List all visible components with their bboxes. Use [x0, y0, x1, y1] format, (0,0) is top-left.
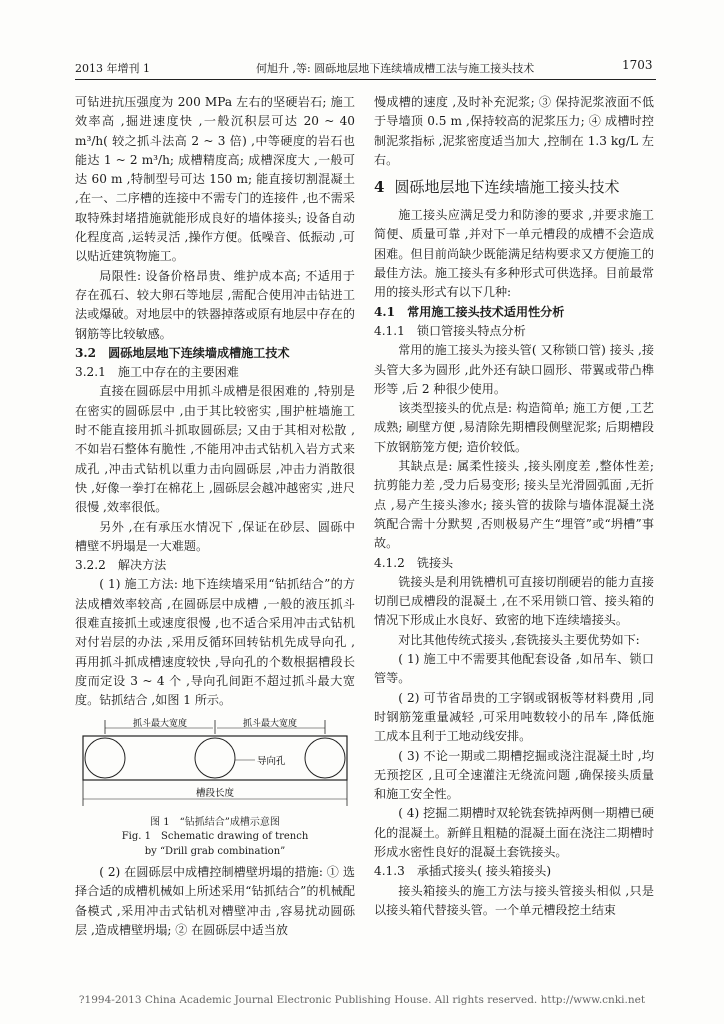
list-item: ( 1) 施工中不需要其他配套设备 ,如吊车、锁口管等。	[374, 652, 654, 686]
paragraph: 局限性: 设备价格昂贵、维护成本高; 不适用于存在孤石、较大卵石等地层 ,需配合使用冲击钻进工法或爆破。对地层中的铁器掉落或原有地层中存在的钢筋等比较敏感。	[75, 268, 355, 341]
figure-caption	[75, 816, 355, 860]
subsection-heading: 4.1.2 铣接头	[374, 555, 454, 570]
chapter-number: 4	[374, 178, 385, 197]
guide-hole	[85, 738, 125, 778]
list-item: ( 2) 可节省昂贵的工字钢或钢板等材料费用 ,同时钢筋笼重量减轻 ,可采用吨数较小的吊车 ,降低施工成本且利于工地动线安排。	[374, 690, 654, 744]
guide-hole	[305, 738, 345, 778]
paragraph: 另外 ,在有承压水情况下 ,保证在砂层、圆砾中槽壁不坍塌是一大难题。	[75, 519, 355, 553]
list-item: ( 4) 挖掘二期槽时双轮铣套铣掉两侧一期槽已硬化的混凝土。新鲜且粗糙的混凝土面在浇注二期槽时形成水密性良好的混凝土套铣接头。	[374, 806, 654, 859]
section-heading: 4.1 常用施工接头技术适用性分析	[374, 304, 565, 319]
paragraph: 慢成槽的速度 ,及时补充泥浆; ③ 保持泥浆液面不低于导墙顶 0.5 m ,保持较高的泥浆压力; ④ 成槽时控制泥浆指标 ,泥浆密度适当加大 ,控制在 1.3 kg/L 左右。	[374, 95, 654, 167]
left-column	[75, 93, 355, 940]
paragraph: 该类型接头的优点是: 构造简单; 施工方便 ,工艺成熟; 刷壁方便 ,易清除先期槽段侧壁泥浆; 后期槽段下放钢筋笼方便; 造价较低。	[374, 401, 654, 454]
header-rule	[75, 79, 656, 80]
paragraph: 接头箱接头的施工方法与接头管接头相似 ,只是以接头箱代替接头管。一个单元槽段挖土结束	[374, 883, 654, 917]
label-section-length: 槽段长度	[195, 787, 235, 799]
subsection-heading: 3.2.2 解决方法	[75, 558, 167, 573]
paragraph: 其缺点是: 属柔性接头 ,接头刚度差 ,整体性差; 抗剪能力差 ,受力后易变形; 接头呈光滑圆弧面 ,无折点 ,易产生接头渗水; 接头管的拔除与墙体混凝土浇筑配合需十分默契 ,否则极易产生“埋管”或“坍槽”事故。	[374, 459, 654, 551]
paragraph: 常用的施工接头为接头管( 又称锁口管) 接头 ,接头管大多为圆形 ,此外还有缺口圆形、带翼或带凸榫形等 ,后 2 种很少使用。	[374, 343, 654, 396]
paragraph: ( 1) 施工方法: 地下连续墙采用“钻抓结合”的方法成槽效率较高 ,在圆砾层中成槽 ,一般的液压抓斗很难直接抓土或速度很慢 ,也不适合采用冲击式钻机对付岩层的办法 ,采用反循环回转钻机先成导向孔 ,再用抓斗抓成槽速度较快 ,导向孔的个数根据槽段长度而定设 3 ~ 4 个 ,导向孔间距不超过抓斗最大宽度。钻抓结合 ,如图 1 所示。	[75, 577, 355, 708]
paragraph: 可钻进抗压强度为 200 MPa 左右的坚硬岩石; 施工效率高 ,掘进速度快 ,一般沉积层可达 20 ~ 40 m³/h( 较之抓斗法高 2 ~ 3 倍) ,中等硬度的岩石也能达 1 ~ 2 m³/h; 成槽精度高; 成槽深度大 ,一般可达 60 m ,特制型号可达 150 m; 能直接切割混凝土 ,在一、二序槽的连接中不需专门的连接件 ,也不需采取特殊封堵措施就能形成良好的墙体接头; 设备自动化程度高 ,运转灵活 ,操作方便。低噪音、低振动 ,可以贴近建筑物施工。	[75, 95, 355, 264]
label-grab-width-2: 抓斗最大宽度	[242, 718, 298, 729]
paragraph: ( 2) 在圆砾层中成槽控制槽壁坍塌的措施: ① 选择合适的成槽机械如上所述采用“钻抓结合”的机械配备模式 ,采用冲击式钻机对槽壁冲击 ,容易扰动圆砾层 ,造成槽壁坍塌; ② 在圆砾层中适当放	[75, 865, 355, 937]
figure-caption-en: by “Drill grab combination”	[144, 845, 286, 857]
figure-caption-en: Fig. 1 Schematic drawing of trench	[121, 831, 309, 842]
section-heading: 3.2 圆砾地层地下连续墙成槽施工技术	[75, 345, 290, 360]
header-running-title: 何旭升 ,等: 圆砾地层地下连续墙成槽工法与施工接头技术	[256, 62, 535, 75]
subsection-heading: 4.1.1 锁口管接头特点分析	[374, 323, 526, 338]
copyright-footer: ?1994-2013 China Academic Journal Electronic Publishing House. All rights reserved. http://www.cnki.net	[78, 994, 646, 1006]
right-column	[374, 93, 654, 920]
subsection-heading: 3.2.1 施工中存在的主要困难	[75, 365, 239, 380]
chapter-title: 圆砾地层地下连续墙施工接头技术	[394, 178, 620, 197]
paragraph: 直接在圆砾层中用抓斗成槽是很困难的 ,特别是在密实的圆砾层中 ,由于其比较密实 ,围护桩墙施工时不能直接用抓斗抓取圆砾层; 又由于其相对松散 ,不如岩石整体有脆性 ,不能用冲击式钻机入岩方式来成孔 ,冲击式钻机以重力击向圆砾层 ,冲击力消散很快 ,好像一拳打在棉花上 ,圆砾层会越冲越密实 ,进尺很慢 ,效率很低。	[75, 384, 355, 515]
guide-hole	[195, 738, 235, 778]
paragraph: 铣接头是利用铣槽机可直接切削硬岩的能力直接切削已成槽段的混凝土 ,在不采用锁口管、接头箱的情况下形成止水良好、致密的地下连续墙接头。	[374, 574, 654, 628]
trench-diagram	[75, 714, 355, 812]
paragraph: 对比其他传统式接头 ,套铣接头主要优势如下:	[398, 632, 640, 647]
list-item: ( 3) 不论一期或二期槽挖掘或浇注混凝土时 ,均无预挖区 ,且可全速灌注无绕流问题 ,确保接头质量和施工安全性。	[374, 748, 654, 802]
label-grab-width-1: 抓斗最大宽度	[132, 718, 188, 729]
figure-1	[75, 714, 355, 812]
page-number: 1703	[622, 58, 653, 72]
label-guide-hole: 导向孔	[257, 755, 286, 767]
paragraph: 施工接头应满足受力和防渗的要求 ,并要求施工简便、质量可靠 ,并对下一单元槽段的成槽不会造成困难。但目前尚缺少既能满足结构要求又方便施工的最佳方法。施工接头有多种形式可供选择。目前最常用的接头形式有以下几种:	[374, 208, 654, 300]
chapter-heading	[374, 176, 654, 198]
header-issue: 2013 年增刊 1	[75, 62, 150, 75]
trench-outline	[83, 736, 347, 780]
subsection-heading: 4.1.3 承插式接头( 接头箱接头)	[374, 864, 552, 879]
figure-caption-cn: 图 1 “钻抓结合”成槽示意图	[150, 816, 280, 828]
